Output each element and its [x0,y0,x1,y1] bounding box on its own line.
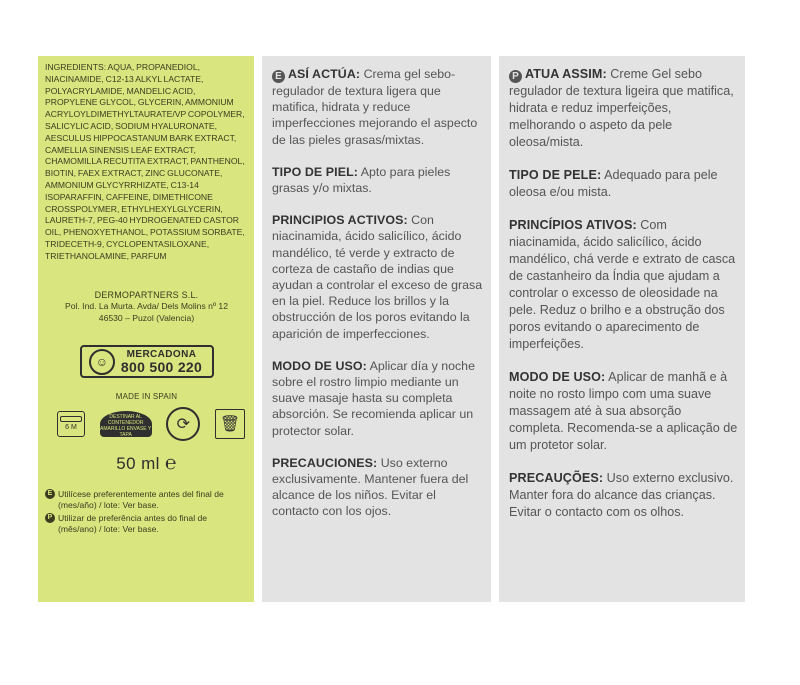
section-tipo-de-pele [509,167,739,201]
made-in-label: MADE IN SPAIN [115,391,178,401]
label-panel [38,56,254,602]
section-atua-assim [509,66,739,151]
expiry-note-pt [45,513,248,534]
section-heading: MODO DE USO: [272,358,367,373]
section-heading: TIPO DE PELE: [509,168,602,182]
mercadona-name: MERCADONA [126,349,197,361]
section-modo-de-uso [272,358,485,439]
lang-pt-badge: P [45,513,55,523]
recycle-box-icon [100,411,152,437]
section-asi-actua [272,66,485,148]
section-principios-activos [272,212,485,342]
spanish-panel [262,56,491,602]
mercadona-badge [80,345,214,378]
ingredients-list: INGREDIENTS: AQUA, PROPANEDIOL, NIACINAMIDE, C12-13 ALKYL LACTATE, POLYACRYLAMIDE, MANDELIC ACID, PROPYLENE GLYCOL, GLYCERIN, AMMONIUM ACRYLOYLDIMETHYLTAURATE/VP COPOLYMER, SALICYLIC ACID, SODIUM HYALURONATE, AESCULUS HIPPOCASTANUM BARK EXTRACT, CAMELLIA SINENSIS LEAF EXTRACT, CHAMOMILLA RECUTITA EXTRACT, PANTHENOL, BIOTIN, FAEX EXTRACT, ZINC GLUCONATE, AMMONIUM GLYCYRRHIZATE, C13-14 ISOPARAFFIN, CAFFEINE, DIMETHICONE CROSSPOLYMER, ETHYLHEXYLGLYCERIN, LAURETH-7, PEG-40 HYDROGENATED CASTOR OIL, PHENOXYETHANOL, POTASSIUM SORBATE, TRIDECETH-9, CYCLOPENTASILOXANE, TRIETHANOLAMINE, PARFUM [45,62,245,261]
section-heading: PRINCÍPIOS ATIVOS: [509,218,637,232]
customer-service-icon: ☺ [89,349,115,375]
section-precauciones [272,455,485,520]
section-heading: TIPO DE PIEL: [272,164,358,179]
section-heading: PRINCIPIOS ACTIVOS: [272,213,408,228]
company-address-line-1: Pol. Ind. La Murta. Avda/ Dels Molins nº 12 [64,301,228,312]
section-heading: ATUA ASSIM: [525,67,607,81]
section-principios-ativos [509,217,739,353]
jar-period-label: 6 M [65,424,77,432]
recycle-box-text: DESTINAR AL CONTENEDOR AMARILLO ENVASE Y TAPA [100,414,152,439]
section-heading: ASÍ ACTÚA: [288,67,361,81]
section-text: Uso externo exclusivo. Manter fora do alcance das crianças. Evitar o contacto com os olhos. [509,471,734,519]
lang-es-badge: E [272,70,285,83]
volume-label [45,453,248,475]
section-heading: PRECAUÇÕES: [509,471,604,485]
section-text: Aplicar día y noche sobre el rostro limpio mediante un suave masaje hasta su completa absorción. Se recomienda aplicar un protector solar. [272,358,475,438]
section-modo-de-uso [509,369,739,454]
packaging-symbols [57,407,245,441]
expiry-notes [45,489,248,534]
company-address-line-2: 46530 – Puzol (Valencia) [98,313,195,324]
section-text: Crema gel sebo-regulador de textura ligera que matifica, hidrata y reduce imperfecciones mejorando el aspecto de las pieles grasas/mixtas. [272,67,478,147]
expiry-note-es [45,489,248,510]
mercadona-phone: 800 500 220 [120,359,203,376]
section-text: Con niacinamida, ácido salicílico, ácido mandélico, té verde y extracto de corteza de castaño de indias que ayudan a controlar el exceso de grasa en la piel. Reduce los brillos y la obstrucción de los poros evitando la aparición de imperfecciones. [272,213,483,341]
section-heading: PRECAUCIONES: [272,455,378,470]
section-text: Uso externo exclusivamente. Mantener fuera del alcance de los niños. Evitar el contacto con los ojos. [272,455,469,519]
section-text: Com niacinamida, ácido salicílico, ácido mandélico, chá verde e extrato de casca de castanheiro da Índia que ajudam a controlar o excesso de oleosidade na pele. Reduz o brilho e a obstrução dos poros evitando o aparecimento de imperfeições. [509,218,736,351]
bin-icon: 🗑 [215,409,245,439]
portuguese-panel [499,56,745,602]
jar-6m-icon [57,411,85,437]
section-text: Apto para pieles grasas y/o mixtas. [272,164,451,196]
section-precaucoes [509,470,739,521]
expiry-note-pt-text: Utilizar de preferência antes do final de (mês/ano) / lote: Ver base. [58,513,208,534]
volume-value: 50 ml [116,453,160,473]
estimated-sign-icon: ℮ [164,452,177,474]
section-text: Adequado para pele oleosa e/ou mista. [509,168,718,199]
green-dot-icon: ⟳ [166,407,200,441]
lang-pt-badge: P [509,70,522,83]
company-info [45,290,248,325]
section-text: Aplicar de manhã e à noite no rosto limpo com uma suave massagem até à sua absorção completa. Recomenda-se a aplicação de um protetor solar. [509,370,738,452]
section-tipo-de-piel [272,164,485,196]
company-name: DERMOPARTNERS S.L. [94,289,199,300]
section-text: Creme Gel sebo regulador de textura ligeira que matifica, hidrata e reduz imperfeições, melhorando o aspeto da pele oleosa/mista. [509,67,734,149]
expiry-note-es-text: Utilícese preferentemente antes del final de (mes/año) / lote: Ver base. [58,488,224,510]
section-heading: MODO DE USO: [509,370,606,384]
lang-es-badge: E [45,489,55,499]
